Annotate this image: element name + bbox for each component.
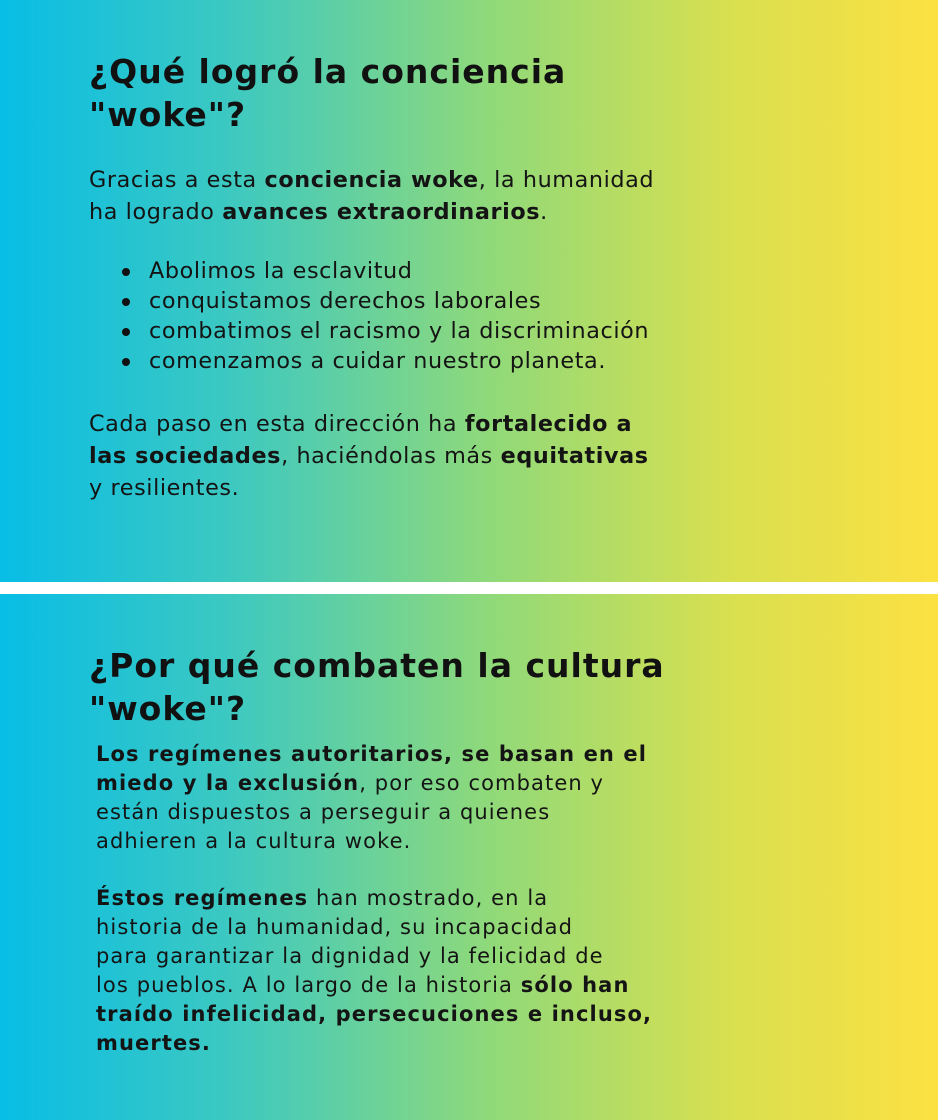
p2-line-3: para garantizar la dignidad y la felicidad de (96, 944, 604, 968)
p1-bold-2: miedo y la exclusión (96, 771, 360, 795)
intro-bold-1: conciencia woke (264, 167, 479, 193)
panel-1-content (89, 50, 909, 504)
p2-bold-4: muertes. (96, 1031, 211, 1055)
p2-text-1: han mostrado, en la (308, 886, 549, 910)
panel-2-title-line-1: ¿Por qué combaten la cultura (89, 646, 665, 685)
panel-2-paragraph-2 (96, 884, 856, 1058)
panel-2-paragraph-1 (96, 740, 856, 856)
outro-text-2: , haciéndolas más (281, 443, 501, 469)
intro-bold-2: avances extraordinarios (222, 199, 541, 225)
intro-text-1: Gracias a esta (89, 167, 265, 193)
panel-2-title (89, 644, 909, 730)
p2-line-2: historia de la humanidad, su incapacidad (96, 915, 574, 939)
list-item: combatimos el racismo y la discriminación (119, 316, 909, 346)
p1-line-4: adhieren a la cultura woke. (96, 829, 412, 853)
panel-1-title (89, 50, 909, 136)
outro-text-1: Cada paso en esta dirección ha (89, 411, 465, 437)
p2-bold-1: Éstos regímenes (96, 886, 309, 910)
p1-text-1: , por eso combaten y (359, 771, 605, 795)
panel-1-intro-paragraph (89, 164, 909, 228)
p1-line-3: están dispuestos a perseguir a quienes (96, 800, 551, 824)
intro-text-2: , la humanidad (478, 167, 655, 193)
panel-why-they-fight-woke (0, 594, 938, 1120)
p2-bold-3: traído infelicidad, persecuciones e incluso, (96, 1002, 653, 1026)
panel-1-outro-paragraph (89, 408, 909, 504)
list-item: Abolimos la esclavitud (119, 256, 909, 286)
list-item: conquistamos derechos laborales (119, 286, 909, 316)
outro-bold-2: las sociedades (89, 443, 282, 469)
outro-bold-3: equitativas (500, 443, 649, 469)
p2-text-2: los pueblos. A lo largo de la historia (96, 973, 521, 997)
intro-text-4: . (540, 199, 548, 225)
achievements-list (89, 256, 909, 376)
panel-1-title-line-2: "woke"? (89, 95, 247, 134)
panel-2-content (89, 644, 909, 1058)
intro-text-3: ha logrado (89, 199, 223, 225)
panel-2-title-line-2: "woke"? (89, 689, 247, 728)
p1-bold-1: Los regímenes autoritarios, se basan en el (96, 742, 648, 766)
outro-bold-1: fortalecido a (464, 411, 633, 437)
list-item: comenzamos a cuidar nuestro planeta. (119, 346, 909, 376)
p2-bold-2: sólo han (520, 973, 630, 997)
outro-text-3: y resilientes. (89, 475, 240, 501)
panel-1-title-line-1: ¿Qué logró la conciencia (89, 52, 567, 91)
